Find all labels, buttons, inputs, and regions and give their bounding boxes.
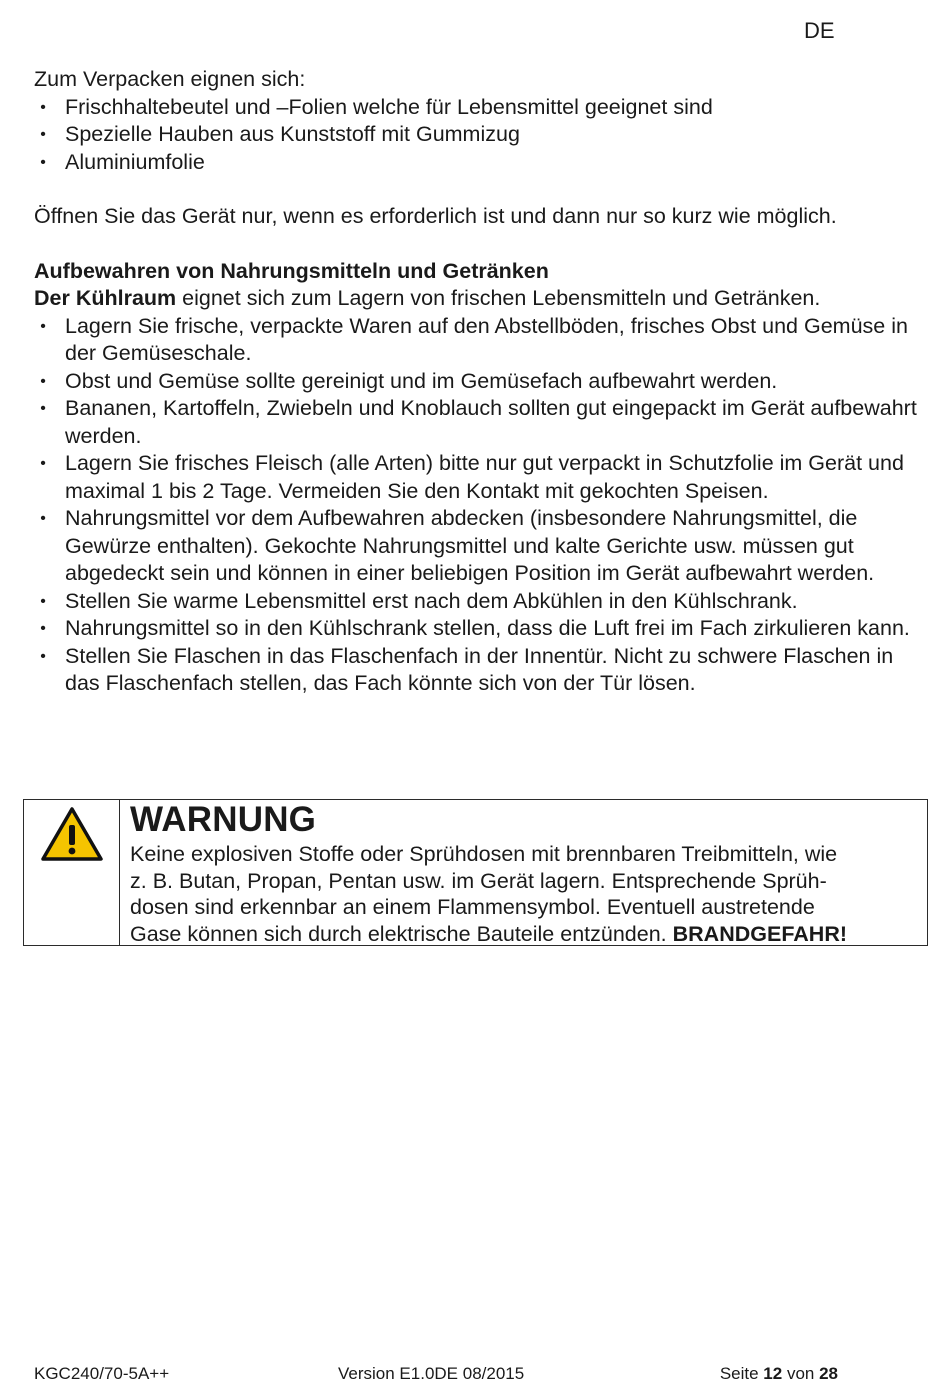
list-item bbox=[34, 368, 924, 396]
page-content bbox=[34, 66, 924, 698]
list-item bbox=[34, 450, 924, 505]
warning-last-line: Gase können sich durch elektrische Bauteile entzünden. bbox=[130, 921, 673, 946]
packaging-list bbox=[34, 94, 924, 177]
list-item-text: Lagern Sie frisches Fleisch (alle Arten) bitte nur gut verpackt in Schutzfolie im Gerät und maximal 1 bis 2 Tage. Vermeiden Sie den Kontakt mit gekochten Speisen. bbox=[65, 451, 904, 503]
list-item-text: Stellen Sie Flaschen in das Flaschenfach in der Innentür. Nicht zu schwere Flaschen in das Flaschenfach stellen, das Fach könnte sich von der Tür lösen. bbox=[65, 643, 894, 695]
warning-title: WARNUNG bbox=[130, 800, 317, 839]
footer-version: Version E1.0DE 08/2015 bbox=[338, 1364, 525, 1383]
warning-line: z. B. Butan, Propan, Pentan usw. im Gerät lagern. Entsprechende Sprüh- bbox=[130, 868, 827, 893]
list-item-text: Spezielle Hauben aus Kunststoff mit Gummizug bbox=[65, 122, 520, 146]
bullet-icon: • bbox=[40, 372, 46, 390]
open-note: Öffnen Sie das Gerät nur, wenn es erforderlich ist und dann nur so kurz wie möglich. bbox=[34, 204, 837, 228]
list-item bbox=[34, 615, 924, 643]
list-item bbox=[34, 395, 924, 450]
list-item-text: Nahrungsmittel so in den Kühlschrank stellen, dass die Luft frei im Fach zirkulieren kann. bbox=[65, 616, 910, 640]
storage-lead-bold: Der Kühlraum bbox=[34, 286, 177, 310]
list-item-text: Obst und Gemüse sollte gereinigt und im Gemüsefach aufbewahrt werden. bbox=[65, 368, 778, 393]
bullet-icon: • bbox=[40, 455, 46, 472]
list-item bbox=[34, 121, 924, 149]
footer-model: KGC240/70-5A++ bbox=[34, 1364, 170, 1383]
warning-box bbox=[23, 799, 928, 946]
list-item-text: Nahrungsmittel vor dem Aufbewahren abdecken (insbesondere Nahrungsmittel, die Gewürze enthalten). Gekochte Nahrungsmittel und kalte Gerichte usw. müssen gut abgedeckt sein und können in einer beliebigen Position im Gerät aufbewahrt werden. bbox=[65, 506, 875, 585]
bullet-icon: • bbox=[40, 317, 46, 335]
footer-page-total: 28 bbox=[819, 1364, 838, 1383]
storage-lead-text: eignet sich zum Lagern von frischen Lebensmitteln und Getränken. bbox=[176, 286, 821, 310]
bullet-icon: • bbox=[40, 592, 46, 610]
list-item bbox=[34, 505, 924, 588]
storage-list bbox=[34, 313, 924, 698]
list-item bbox=[34, 643, 924, 698]
bullet-icon: • bbox=[40, 153, 46, 171]
bullet-icon: • bbox=[40, 620, 46, 637]
warning-emphasis: BRANDGEFAHR! bbox=[672, 921, 848, 946]
list-item-text: Lagern Sie frische, verpackte Waren auf den Abstellböden, frisches Obst und Gemüse in der Gemüseschale. bbox=[65, 313, 908, 365]
warning-line: dosen sind erkennbar an einem Flammensymbol. Eventuell austretende bbox=[130, 895, 815, 919]
bullet-icon: • bbox=[40, 510, 46, 527]
footer-page-current: 12 bbox=[763, 1364, 783, 1383]
list-item bbox=[34, 94, 924, 122]
list-item-text: Frischhaltebeutel und –Folien welche für Lebensmittel geeignet sind bbox=[65, 94, 713, 119]
list-item-text: Bananen, Kartoffeln, Zwiebeln und Knoblauch sollten gut eingepackt im Gerät aufbewahrt werden. bbox=[65, 396, 917, 448]
bullet-icon: • bbox=[40, 126, 46, 143]
warning-icon-cell bbox=[24, 800, 120, 945]
warning-line bbox=[130, 921, 927, 948]
footer-page-mid: von bbox=[782, 1364, 820, 1383]
list-item bbox=[34, 313, 924, 368]
language-code: DE bbox=[804, 18, 835, 43]
warning-line: Keine explosiven Stoffe oder Sprühdosen mit brennbaren Treibmitteln, wie bbox=[130, 842, 838, 866]
list-item bbox=[34, 149, 924, 177]
footer-page-prefix: Seite bbox=[719, 1364, 764, 1383]
storage-lead bbox=[34, 285, 924, 313]
warning-text-cell bbox=[120, 800, 927, 945]
packaging-intro: Zum Verpacken eignen sich: bbox=[34, 67, 306, 91]
list-item-text: Aluminiumfolie bbox=[65, 149, 205, 174]
footer-page-number bbox=[720, 1364, 838, 1384]
bullet-icon: • bbox=[40, 98, 46, 116]
list-item bbox=[34, 588, 924, 616]
warning-triangle-icon bbox=[40, 806, 104, 862]
bullet-icon: • bbox=[40, 647, 46, 665]
bullet-icon: • bbox=[40, 400, 46, 417]
section-heading: Aufbewahren von Nahrungsmitteln und Getränken bbox=[34, 258, 549, 283]
warning-body bbox=[130, 841, 927, 947]
list-item-text: Stellen Sie warme Lebensmittel erst nach dem Abkühlen in den Kühlschrank. bbox=[65, 588, 798, 613]
